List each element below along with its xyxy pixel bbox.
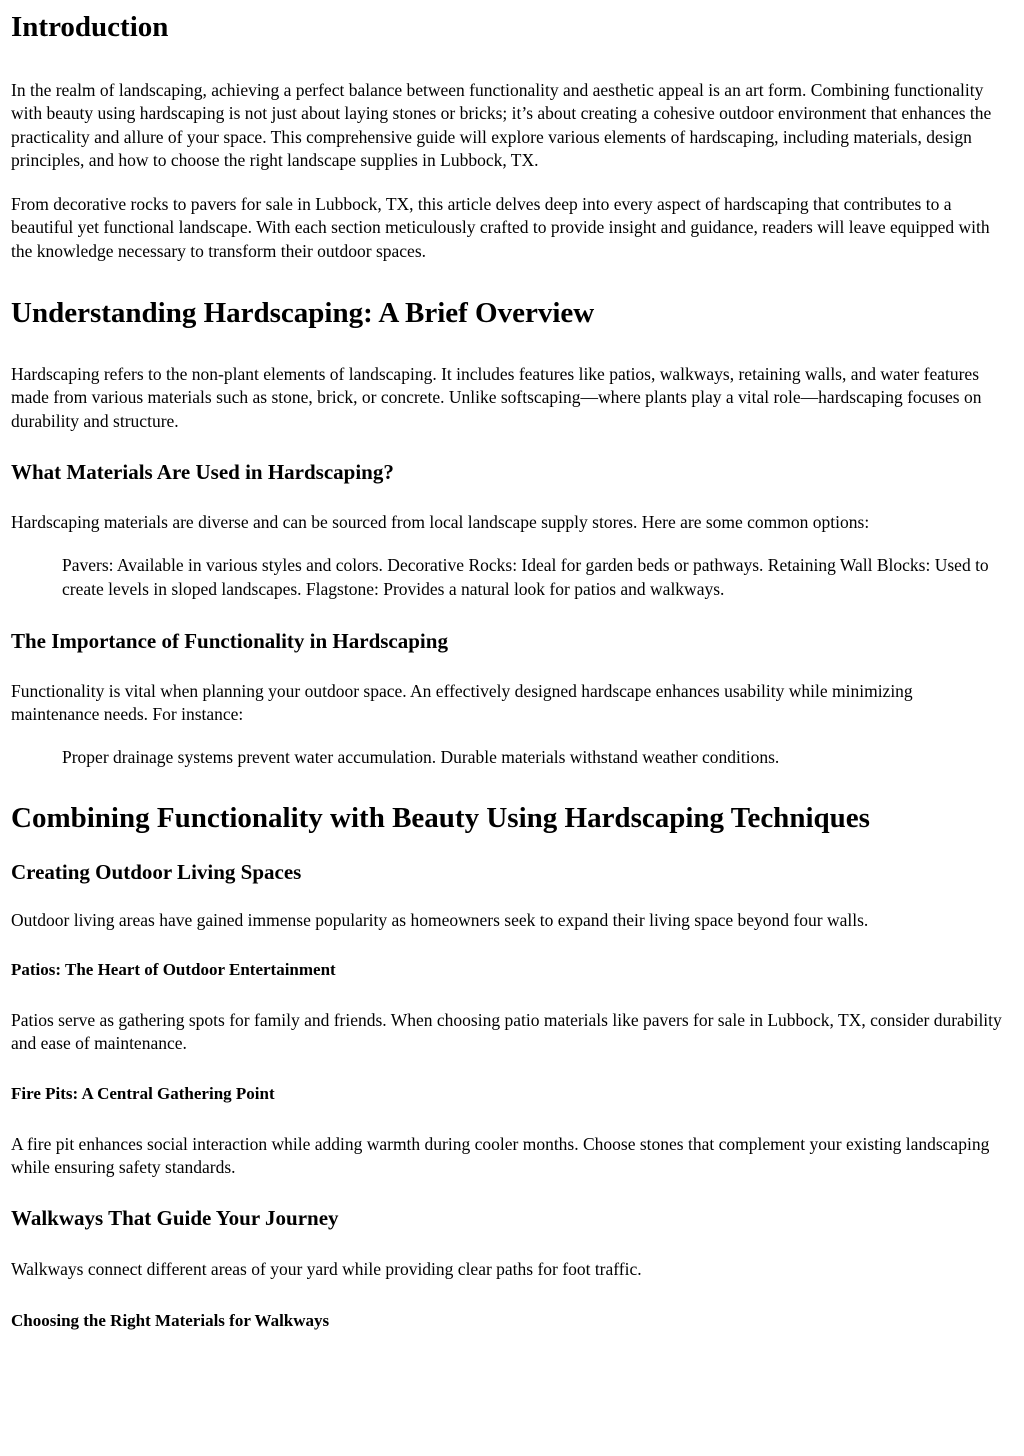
- materials-list: Pavers: Available in various styles and colors. Decorative Rocks: Ideal for garden beds or pathways. Retaining Wall Blocks: Used to create levels in sloped landscapes. Flagstone: Provides a natural look for patios and walkways.: [62, 555, 989, 599]
- intro-paragraph-2: From decorative rocks to pavers for sale in Lubbock, TX, this article delves deep into every aspect of hardscaping that contributes to a beautiful yet functional landscape. With each section meticulously crafted to provide insight and guidance, readers will leave equipped with the knowledge necessary to transform their outdoor spaces.: [11, 194, 990, 261]
- fire-pits-paragraph: A fire pit enhances social interaction while adding warmth during cooler months. Choose stones that complement your existing landscaping while ensuring safety standards.: [11, 1133, 990, 1177]
- walkway-materials-heading: Choosing the Right Materials for Walkways: [11, 1310, 330, 1330]
- walkways-heading: Walkways That Guide Your Journey: [11, 1206, 339, 1231]
- functionality-paragraph: Functionality is vital when planning your outdoor space. An effectively designed hardscape enhances usability while minimizing maintenance needs. For instance:: [11, 680, 913, 725]
- patios-paragraph: Patios serve as gathering spots for family and friends. When choosing patio materials like pavers for sale in Lubbock, TX, consider durability and ease of maintenance.: [11, 1010, 1002, 1054]
- article: [0, 10, 1024, 1332]
- functionality-list: Proper drainage systems prevent water accumulation. Durable materials withstand weather conditions.: [62, 747, 780, 768]
- functionality-heading: The Importance of Functionality in Hardscaping: [11, 628, 448, 653]
- materials-heading: What Materials Are Used in Hardscaping?: [11, 459, 394, 484]
- techniques-heading: Combining Functionality with Beauty Using Hardscaping Techniques: [11, 801, 870, 834]
- materials-paragraph: Hardscaping materials are diverse and can be sourced from local landscape supply stores. Here are some common options:: [11, 511, 870, 532]
- overview-paragraph: Hardscaping refers to the non-plant elements of landscaping. It includes features like patios, walkways, retaining walls, and water features made from various materials such as stone, brick, or concrete. Unlike softscaping—where plants play a vital role—hardscaping focuses on durability and structure.: [11, 364, 982, 431]
- overview-heading: Understanding Hardscaping: A Brief Overview: [11, 297, 595, 330]
- fire-pits-heading: Fire Pits: A Central Gathering Point: [11, 1083, 275, 1103]
- intro-heading: Introduction: [11, 11, 169, 43]
- intro-paragraph-1: In the realm of landscaping, achieving a perfect balance between functionality and aesthetic appeal is an art form. Combining functionality with beauty using hardscaping is not just about laying stones or bricks; it’s about creating a cohesive outdoor environment that enhances the practicality and allure of your space. This comprehensive guide will explore various elements of hardscaping, including materials, design principles, and how to choose the right landscape supplies in Lubbock, TX.: [11, 80, 992, 170]
- walkways-paragraph: Walkways connect different areas of your yard while providing clear paths for foot traffic.: [11, 1259, 642, 1280]
- living-spaces-paragraph: Outdoor living areas have gained immense popularity as homeowners seek to expand their living space beyond four walls.: [11, 909, 869, 930]
- patios-heading: Patios: The Heart of Outdoor Entertainment: [11, 960, 336, 980]
- living-spaces-heading: Creating Outdoor Living Spaces: [11, 859, 302, 884]
